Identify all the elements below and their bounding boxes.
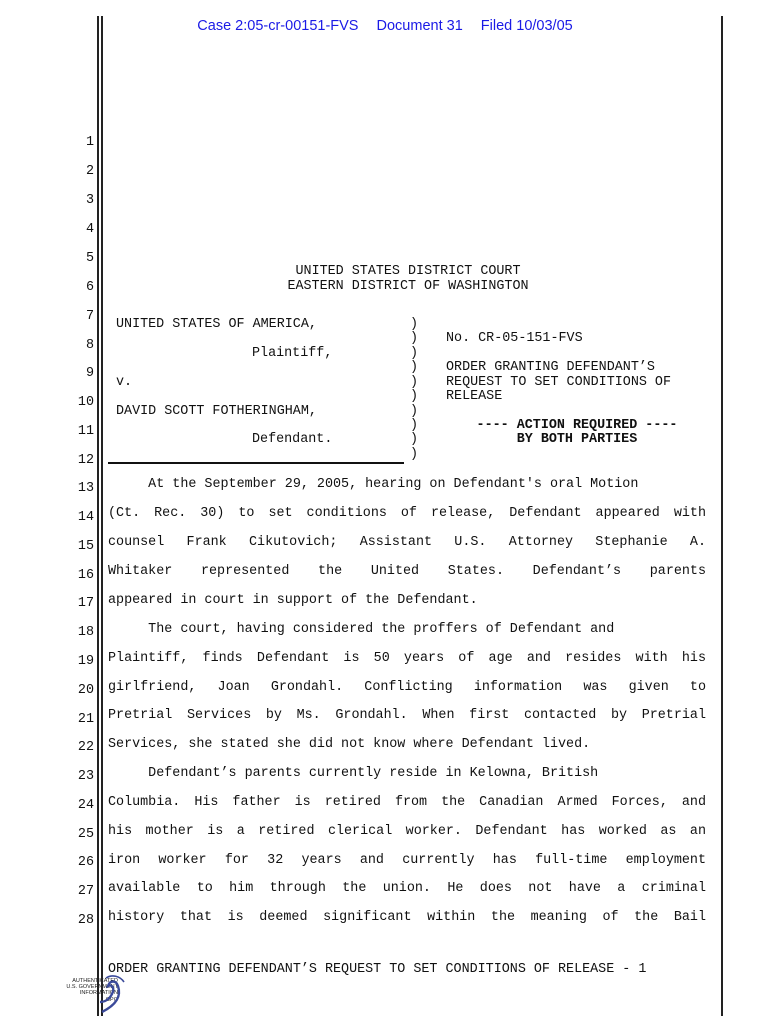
document-number: Document 31 — [376, 18, 463, 34]
defendant-role: Defendant. — [252, 432, 333, 447]
line-number: 24 — [77, 798, 94, 813]
order-title-line3: RELEASE — [446, 389, 503, 404]
line-number: 28 — [77, 913, 94, 928]
left-margin-rule-outer — [97, 16, 99, 1016]
line-number: 9 — [85, 366, 94, 381]
line-number: 8 — [85, 338, 94, 353]
left-margin-rule-inner — [101, 16, 103, 1016]
caption-paren: ) — [410, 432, 419, 447]
filed-date: Filed 10/03/05 — [480, 18, 573, 34]
line-number: 16 — [77, 568, 94, 583]
body-line: history that is deemed significant within the meaning of the Bail — [108, 910, 706, 925]
body-line: Plaintiff, finds Defendant is 50 years of age and resides with his — [108, 651, 706, 666]
body-line: Columbia. His father is retired from the Canadian Armed Forces, and — [108, 795, 706, 810]
body-line: The court, having considered the proffers of Defendant and — [108, 622, 615, 637]
line-number: 3 — [85, 193, 94, 208]
caption-paren: ) — [410, 389, 419, 404]
plaintiff-name: UNITED STATES OF AMERICA, — [116, 317, 317, 332]
line-number: 27 — [77, 884, 94, 899]
caption-paren: ) — [410, 375, 419, 390]
case-number: Case 2:05-cr-00151-FVS — [197, 18, 359, 34]
seal-line2: U.S. GOVERNMENT — [66, 984, 118, 990]
line-number: 19 — [77, 654, 94, 669]
body-line: available to him through the union. He does not have a criminal — [108, 881, 706, 896]
action-required-line2: BY BOTH PARTIES — [516, 432, 638, 447]
line-number: 13 — [77, 481, 94, 496]
line-number: 20 — [77, 683, 94, 698]
caption-paren: ) — [410, 360, 419, 375]
line-number: 17 — [77, 596, 94, 611]
court-name-line2: EASTERN DISTRICT OF WASHINGTON — [287, 279, 529, 294]
line-number: 21 — [77, 712, 94, 727]
body-line: Pretrial Services by Ms. Grondahl. When first contacted by Pretrial — [108, 708, 706, 723]
action-required-line1: ---- ACTION REQUIRED ---- — [476, 418, 678, 433]
eagle-icon — [96, 972, 130, 1016]
line-number: 10 — [77, 395, 94, 410]
line-number: 23 — [77, 769, 94, 784]
case-number-caption: No. CR-05-151-FVS — [446, 331, 583, 346]
caption-underline — [108, 462, 404, 464]
line-number: 15 — [77, 539, 94, 554]
seal-line3: INFORMATION — [79, 990, 118, 996]
caption-paren: ) — [410, 418, 419, 433]
line-number: 6 — [85, 280, 94, 295]
body-line: Defendant’s parents currently reside in Kelowna, British — [108, 766, 599, 781]
plaintiff-role: Plaintiff, — [252, 346, 333, 361]
versus: v. — [116, 375, 133, 390]
gpo-authentication-seal — [40, 970, 130, 1018]
caption-paren: ) — [410, 447, 419, 462]
order-title-line2: REQUEST TO SET CONDITIONS OF — [446, 375, 671, 390]
body-line: iron worker for 32 years and currently has full-time employment — [108, 853, 706, 868]
seal-line1: AUTHENTICATED — [72, 978, 118, 984]
defendant-name: DAVID SCOTT FOTHERINGHAM, — [116, 404, 317, 419]
line-number: 4 — [85, 222, 94, 237]
order-title-line1: ORDER GRANTING DEFENDANT’S — [446, 360, 655, 375]
line-number: 25 — [77, 827, 94, 842]
body-line: At the September 29, 2005, hearing on Defendant's oral Motion — [108, 477, 639, 492]
caption-paren: ) — [410, 404, 419, 419]
body-line: his mother is a retired clerical worker. Defendant has worked as an — [108, 824, 706, 839]
line-number: 5 — [85, 251, 94, 266]
line-number: 2 — [85, 164, 94, 179]
line-number: 22 — [77, 740, 94, 755]
line-number: 11 — [77, 424, 94, 439]
court-name-line1: UNITED STATES DISTRICT COURT — [295, 264, 521, 279]
caption-paren: ) — [410, 317, 419, 332]
right-margin-rule — [721, 16, 723, 1016]
body-line: Services, she stated she did not know where Defendant lived. — [108, 737, 591, 752]
line-number: 14 — [77, 510, 94, 525]
line-number: 18 — [77, 625, 94, 640]
line-number: 1 — [85, 135, 94, 150]
line-number: 12 — [77, 453, 94, 468]
caption-paren: ) — [410, 331, 419, 346]
seal-line4: GPO — [105, 997, 118, 1003]
body-line: Whitaker represented the United States. Defendant’s parents — [108, 564, 706, 579]
body-line: appeared in court in support of the Defendant. — [108, 593, 478, 608]
line-number: 26 — [77, 855, 94, 870]
body-line: girlfriend, Joan Grondahl. Conflicting information was given to — [108, 680, 706, 695]
filing-header — [0, 18, 770, 34]
body-line: counsel Frank Cikutovich; Assistant U.S. Attorney Stephanie A. — [108, 535, 706, 550]
page-footer: ORDER GRANTING DEFENDANT’S REQUEST TO SET CONDITIONS OF RELEASE - 1 — [108, 962, 647, 977]
body-line: (Ct. Rec. 30) to set conditions of release, Defendant appeared with — [108, 506, 706, 521]
caption-paren: ) — [410, 346, 419, 361]
line-number: 7 — [85, 309, 94, 324]
